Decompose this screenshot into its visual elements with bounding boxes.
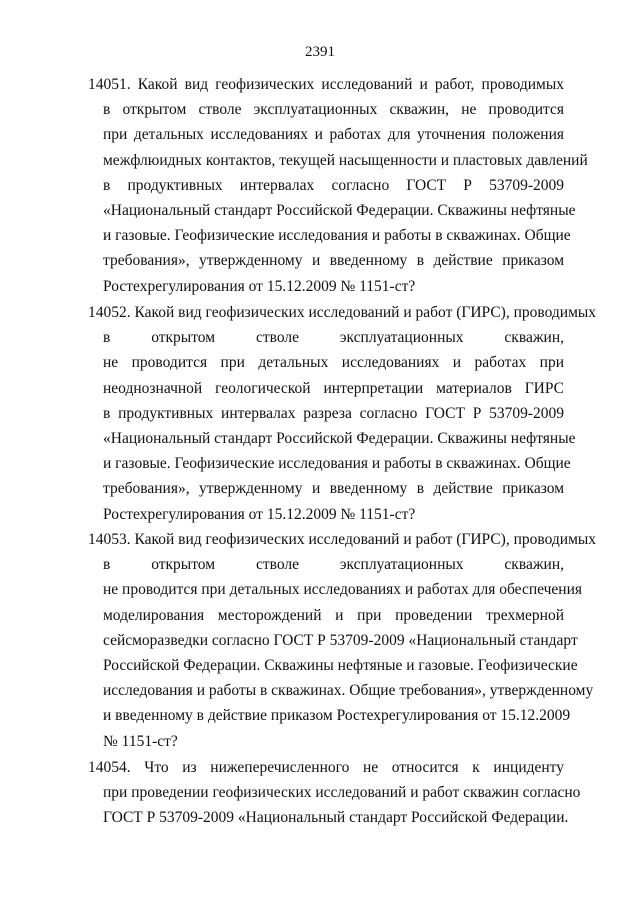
question-line: 14054. Что из нижеперечисленного не относится к инциденту xyxy=(88,759,564,776)
question-line: 14052. Какой вид геофизических исследований и работ (ГИРС), проводимых xyxy=(88,304,597,321)
question-line: и газовые. Геофизические исследования и работы в скважинах. Общие xyxy=(103,227,571,245)
question-line: 14053. Какой вид геофизических исследований и работ (ГИРС), проводимых xyxy=(88,531,597,548)
question-line: Ростехрегулирования от 15.12.2009 № 1151-ст? xyxy=(103,277,416,295)
question-number: 14051. xyxy=(88,76,131,93)
question-line: в открытом стволе эксплуатационных скважин, xyxy=(103,329,564,347)
question-line: в открытом стволе эксплуатационных скважин, не проводится xyxy=(103,101,564,119)
question-line: исследования и работы в скважинах. Общие требования», утвержденному xyxy=(103,682,594,700)
question-line: при проведении геофизических исследований и работ скважин согласно xyxy=(103,784,581,802)
question-line: в продуктивных интервалах разреза согласно ГОСТ Р 53709-2009 xyxy=(103,404,564,422)
question-line: не проводится при детальных исследованиях и работах при xyxy=(103,354,564,372)
question-line: в продуктивных интервалах согласно ГОСТ Р 53709-2009 xyxy=(103,176,564,194)
question-line: межфлюидных контактов, текущей насыщенности и пластовых давлений xyxy=(103,151,588,169)
question-line: и газовые. Геофизические исследования и работы в скважинах. Общие xyxy=(103,455,571,473)
question-line: не проводится при детальных исследованиях и работах для обеспечения xyxy=(103,581,583,599)
question-line: сейсморазведки согласно ГОСТ Р 53709-2009 «Национальный стандарт xyxy=(103,631,578,649)
question-line: неоднозначной геологической интерпретации материалов ГИРС xyxy=(103,379,564,397)
question-line: требования», утвержденному и введенному в действие приказом xyxy=(103,252,564,270)
question-14054 xyxy=(88,755,581,831)
question-line: и введенному в действие приказом Ростехрегулирования от 15.12.2009 xyxy=(103,707,571,725)
question-line: «Национальный стандарт Российской Федерации. Скважины нефтяные xyxy=(103,202,576,220)
question-14051 xyxy=(88,72,588,299)
question-14052 xyxy=(88,300,597,527)
question-number: 14054. xyxy=(88,759,131,776)
question-number: 14052. xyxy=(88,304,131,321)
page-number: 2391 xyxy=(305,44,335,60)
question-line: 14051. Какой вид геофизических исследований и работ, проводимых xyxy=(88,76,565,93)
question-line: ГОСТ Р 53709-2009 «Национальный стандарт Российской Федерации. xyxy=(103,809,569,827)
question-line: требования», утвержденному и введенному в действие приказом xyxy=(103,480,564,498)
question-14053 xyxy=(88,527,597,754)
question-line: при детальных исследованиях и работах для уточнения положения xyxy=(103,126,564,144)
question-line: моделирования месторождений и при проведении трехмерной xyxy=(103,606,564,624)
question-number: 14053. xyxy=(88,531,131,548)
question-line: «Национальный стандарт Российской Федерации. Скважины нефтяные xyxy=(103,430,576,448)
question-line: Российской Федерации. Скважины нефтяные и газовые. Геофизические xyxy=(103,657,578,675)
question-line: Ростехрегулирования от 15.12.2009 № 1151-ст? xyxy=(103,505,416,523)
question-line: в открытом стволе эксплуатационных скважин, xyxy=(103,556,564,574)
question-line: № 1151-ст? xyxy=(103,732,178,750)
